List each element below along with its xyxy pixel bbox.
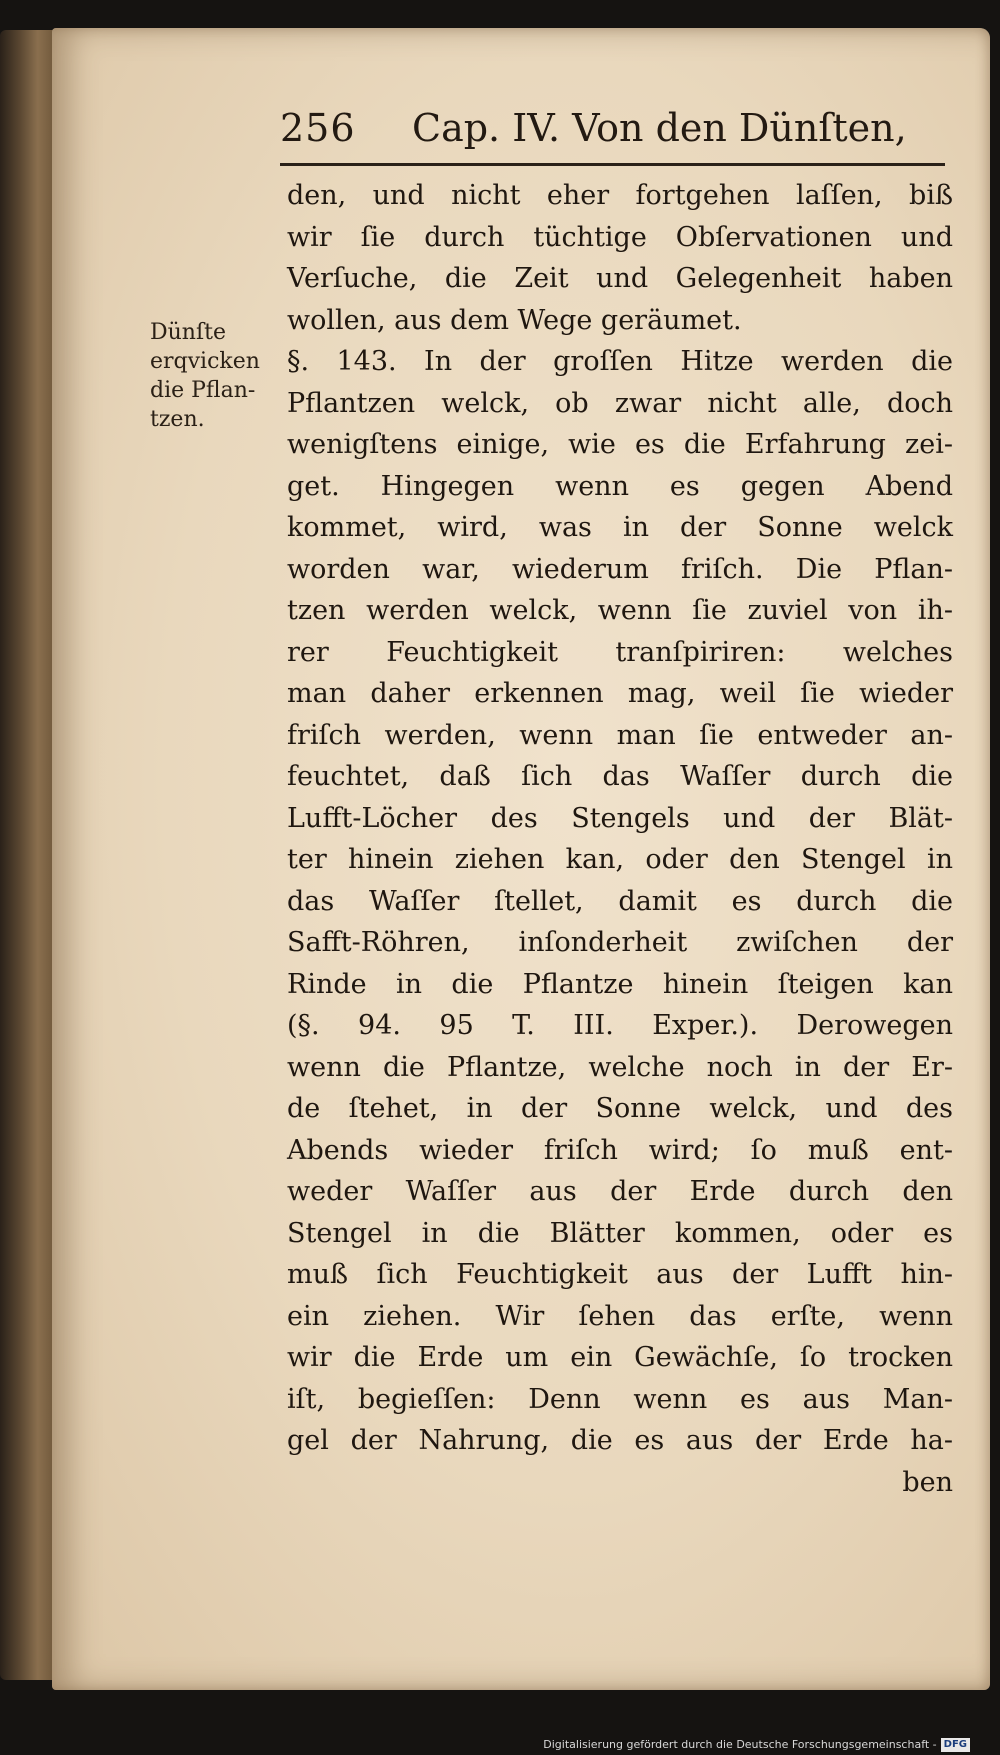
text-line: Abends wieder friſch wird; ſo muß ent- xyxy=(287,1134,953,1166)
text-line: worden war, wiederum friſch. Die Pflan- xyxy=(287,553,953,585)
text-line: friſch werden, wenn man ſie entweder an- xyxy=(287,719,953,751)
text-line: wenn die Pflantze, welche noch in der Er- xyxy=(287,1051,953,1083)
text-line: §. 143. In der groſſen Hitze werden die xyxy=(287,346,953,377)
text-line: wir die Erde um ein Gewächſe, ſo trocken xyxy=(287,1342,953,1373)
body-text xyxy=(287,175,953,1503)
running-head: Cap. IV. Von den Dünſten, xyxy=(412,106,907,150)
text-line: wir ſie durch tüchtige Obſervationen und xyxy=(287,221,953,253)
text-line: tzen werden welck, wenn ſie zuviel von ih- xyxy=(287,595,953,626)
text-line: (§. 94. 95 T. III. Exper.). Derowegen xyxy=(287,1010,953,1041)
credit-text: Digitalisierung gefördert durch die Deutsche Forschungsgemeinschaft - xyxy=(543,1738,937,1751)
text-line: Pflantzen welck, ob zwar nicht alle, doch xyxy=(287,387,953,419)
text-line: rer Feuchtigkeit tranſpiriren: welches xyxy=(287,636,953,668)
digitization-credit xyxy=(543,1735,970,1755)
text-line: wenigſtens einige, wie es die Erfahrung zei- xyxy=(287,429,953,460)
text-line: Rinde in die Pflantze hinein ſteigen kan xyxy=(287,968,953,1000)
text-line: gel der Nahrung, die es aus der Erde ha- xyxy=(287,1425,953,1456)
text-line: man daher erkennen mag, weil ſie wieder xyxy=(287,678,953,709)
text-line: de ſtehet, in der Sonne welck, und des xyxy=(287,1093,953,1124)
text-line: ter hinein ziehen kan, oder den Stengel in xyxy=(287,844,953,875)
text-line: Verſuche, die Zeit und Gelegenheit haben xyxy=(287,263,953,294)
text-line: iſt, begieſſen: Denn wenn es aus Man- xyxy=(287,1383,953,1415)
text-line: Lufft-Löcher des Stengels und der Blät- xyxy=(287,802,953,834)
margin-note-line: Dünſte xyxy=(150,320,226,345)
text-line: get. Hingegen wenn es gegen Abend xyxy=(287,470,953,502)
text-line: weder Waſſer aus der Erde durch den xyxy=(287,1176,953,1207)
text-line: Safft-Röhren, inſonderheit zwiſchen der xyxy=(287,927,953,958)
text-line: feuchtet, daß ſich das Waſſer durch die xyxy=(287,761,953,792)
page-header xyxy=(280,100,950,164)
text-line: das Waſſer ſtellet, damit es durch die xyxy=(287,885,953,917)
catchword: ben xyxy=(902,1466,953,1498)
text-line: Stengel in die Blätter kommen, oder es xyxy=(287,1217,953,1249)
text-line: ein ziehen. Wir ſehen das erſte, wenn xyxy=(287,1300,953,1332)
dfg-logo: DFG xyxy=(941,1738,970,1752)
margin-note-line: erqvicken xyxy=(150,349,260,374)
text-line: kommet, wird, was in der Sonne welck xyxy=(287,512,953,543)
text-line: muß ſich Feuchtigkeit aus der Lufft hin- xyxy=(287,1259,953,1290)
page-number: 256 xyxy=(280,106,356,150)
text-line: den, und nicht eher fortgehen laſſen, biß xyxy=(287,180,953,211)
margin-note xyxy=(150,318,280,434)
margin-note-line: tzen. xyxy=(150,407,205,432)
text-line: wollen, aus dem Wege geräumet. xyxy=(287,304,742,336)
margin-note-line: die Pflan- xyxy=(150,378,256,403)
footer-bar xyxy=(0,1735,1000,1755)
book-edge xyxy=(0,30,58,1680)
header-rule xyxy=(280,163,945,166)
